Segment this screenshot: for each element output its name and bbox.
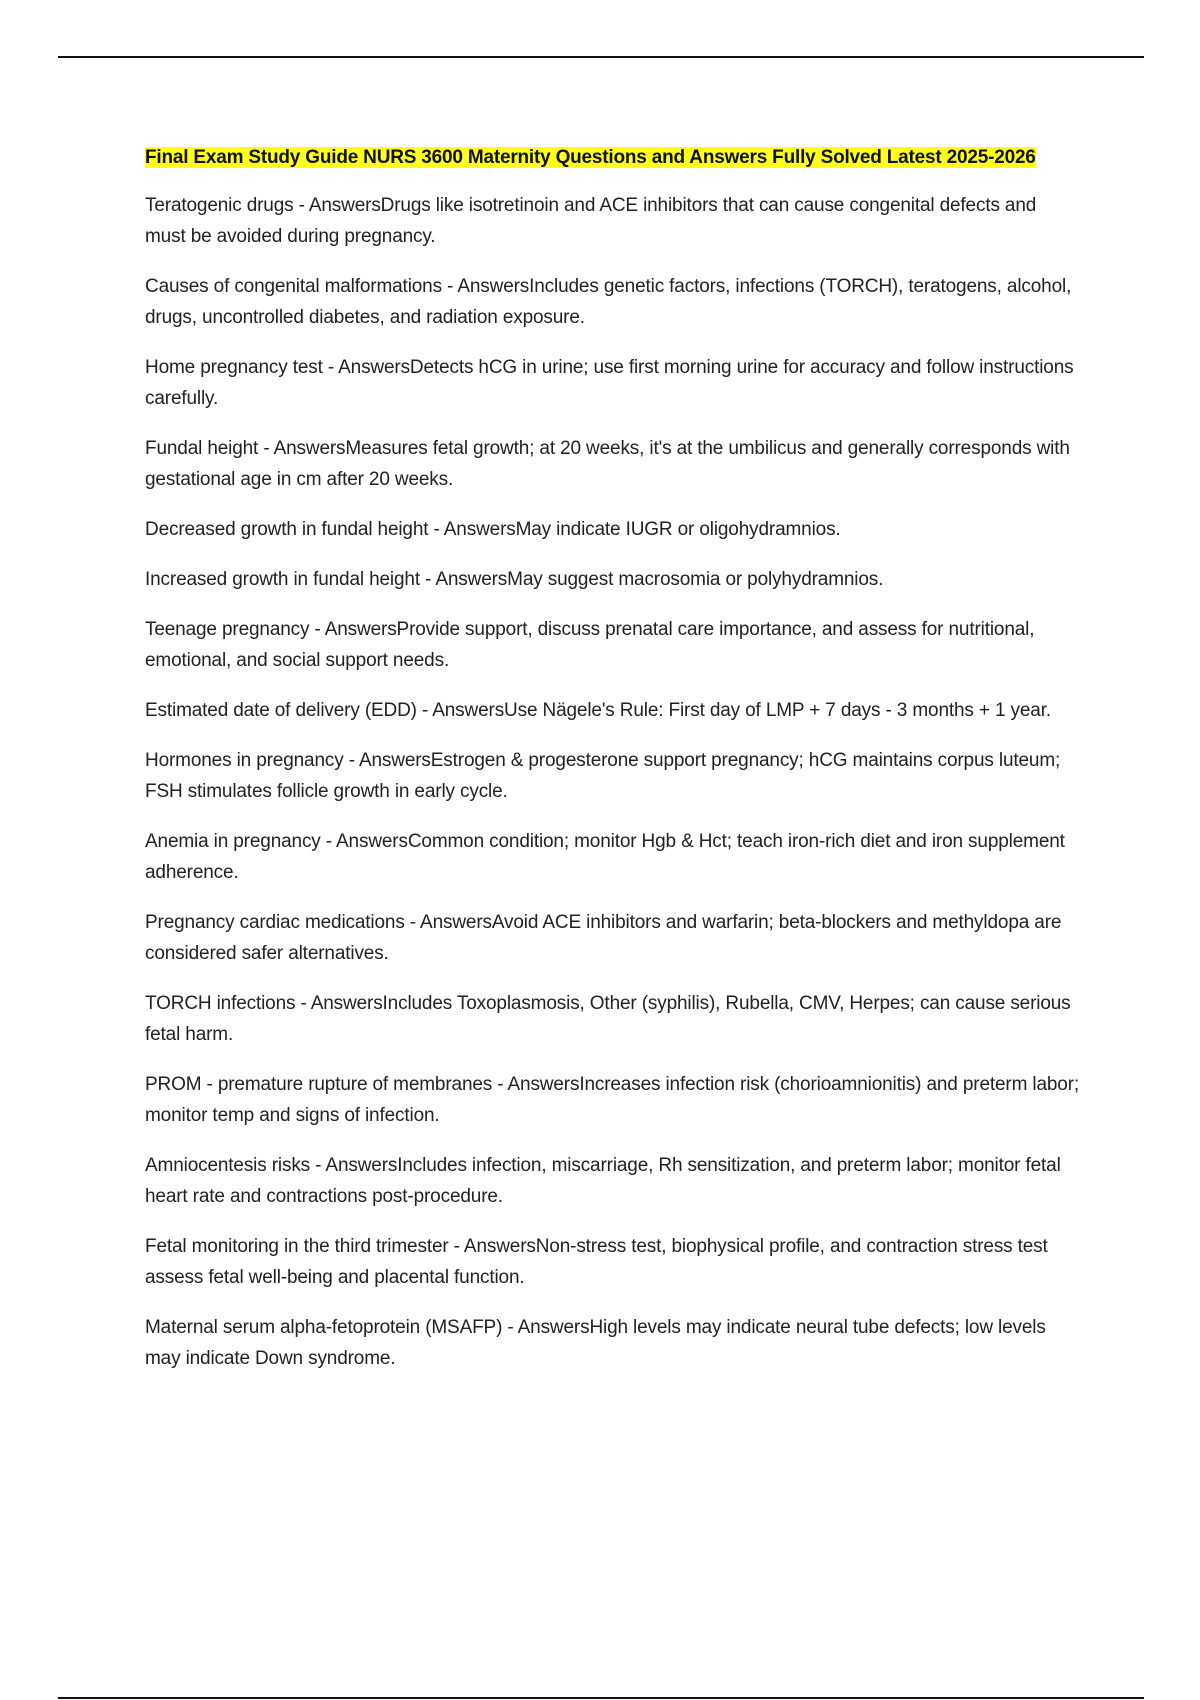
qa-entry: Teenage pregnancy - AnswersProvide support, discuss prenatal care importance, and assess for nutritional, emotional, and social support needs.: [145, 619, 1035, 671]
document-body: [145, 143, 1080, 1393]
qa-entry: Amniocentesis risks - AnswersIncludes infection, miscarriage, Rh sensitization, and preterm labor; monitor fetal heart rate and contractions post-procedure.: [145, 1155, 1061, 1207]
qa-entry: Home pregnancy test - AnswersDetects hCG in urine; use first morning urine for accuracy and follow instructions carefully.: [145, 357, 1074, 409]
bottom-divider: [58, 1697, 1144, 1699]
qa-entry: Estimated date of delivery (EDD) - AnswersUse Nägele's Rule: First day of LMP + 7 days - 3 months + 1 year.: [145, 700, 1051, 721]
qa-entry: Anemia in pregnancy - AnswersCommon condition; monitor Hgb & Hct; teach iron-rich diet and iron supplement adherence.: [145, 831, 1065, 883]
qa-entry: Pregnancy cardiac medications - AnswersAvoid ACE inhibitors and warfarin; beta-blockers and methyldopa are considered safer alternatives.: [145, 912, 1062, 964]
document-title: Final Exam Study Guide NURS 3600 Maternity Questions and Answers Fully Solved Latest 2025-2026: [145, 147, 1036, 168]
qa-entry: Fetal monitoring in the third trimester - AnswersNon-stress test, biophysical profile, and contraction stress test assess fetal well-being and placental function.: [145, 1236, 1048, 1288]
qa-entry: Teratogenic drugs - AnswersDrugs like isotretinoin and ACE inhibitors that can cause congenital defects and must be avoided during pregnancy.: [145, 195, 1037, 247]
qa-entry: Decreased growth in fundal height - AnswersMay indicate IUGR or oligohydramnios.: [145, 519, 841, 540]
qa-entry: Causes of congenital malformations - AnswersIncludes genetic factors, infections (TORCH), teratogens, alcohol, drugs, uncontrolled diabetes, and radiation exposure.: [145, 276, 1072, 328]
qa-entry: PROM - premature rupture of membranes - AnswersIncreases infection risk (chorioamnionitis) and preterm labor; monitor temp and signs of infection.: [145, 1074, 1080, 1126]
qa-entry: TORCH infections - AnswersIncludes Toxoplasmosis, Other (syphilis), Rubella, CMV, Herpes; can cause serious fetal harm.: [145, 993, 1071, 1045]
qa-entry: Maternal serum alpha-fetoprotein (MSAFP) - AnswersHigh levels may indicate neural tube defects; low levels may indicate Down syndrome.: [145, 1317, 1046, 1369]
qa-entry: Hormones in pregnancy - AnswersEstrogen & progesterone support pregnancy; hCG maintains corpus luteum; FSH stimulates follicle growth in early cycle.: [145, 750, 1061, 802]
qa-entry: Fundal height - AnswersMeasures fetal growth; at 20 weeks, it's at the umbilicus and generally corresponds with gestational age in cm after 20 weeks.: [145, 438, 1070, 490]
top-divider: [58, 56, 1144, 58]
qa-entry: Increased growth in fundal height - AnswersMay suggest macrosomia or polyhydramnios.: [145, 569, 884, 590]
title-line: [145, 143, 1080, 173]
